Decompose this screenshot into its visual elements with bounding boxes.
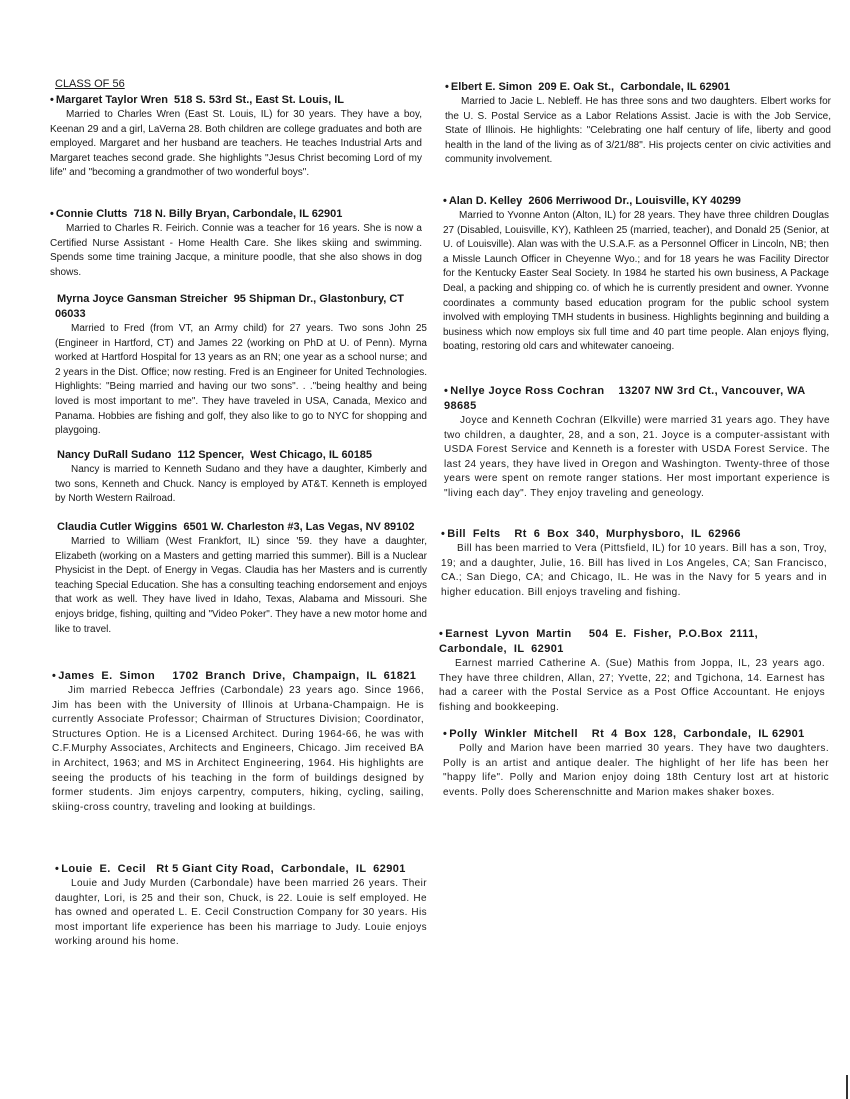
entry-name <box>50 207 422 222</box>
entry-name <box>445 80 831 95</box>
entry-name-text: Polly Winkler Mitchell Rt 4 Box 128, Carbondale, IL 62901 <box>449 728 805 740</box>
entry-nellye-cochran <box>444 384 830 502</box>
entry-body: Polly and Marion have been married 30 years. They have two daughters. Polly is an artist and antique dealer. The highlight of her life has been her "happy life". Polly and Marion enjoy doing 18th Century lost art at historic events. Polly does Scherenschnitte and Marion makes shaker boxes. <box>443 743 829 798</box>
bullet-mark: • <box>445 81 449 93</box>
entry-name <box>50 93 422 108</box>
entry-louie-cecil <box>55 862 427 950</box>
bullet-mark: • <box>52 670 57 682</box>
entry-body: Nancy is married to Kenneth Sudano and they have a daughter, Kimberly and two sons, Kenneth and Chuck. Nancy is employed by AT&T. Kenneth is employed by North Western Railroad. <box>55 464 427 505</box>
entry-name <box>55 292 427 322</box>
entry-body: Louie and Judy Murden (Carbondale) have been married 26 years. Their daughter, Lori, is 25 and their son, Chuck, is 22. Louie is self employed. He has owned and operated L. E. Cecil Construction Company for 30 years. His most important life experience has been his marriage to Judy. Louie enjoys working around his home. <box>55 878 427 948</box>
bullet-mark: • <box>50 208 54 220</box>
entry-myrna-streicher <box>55 292 427 439</box>
entry-name-text: James E. Simon 1702 Branch Drive, Champaign, IL 61821 <box>58 670 417 682</box>
bullet-mark: • <box>443 195 447 207</box>
entry-alan-kelley <box>443 194 829 355</box>
entry-name <box>55 448 427 463</box>
entry-body: Earnest married Catherine A. (Sue) Mathis from Joppa, IL, 23 years ago. They have three children, Allan, 27; Yvette, 22; and Tgichona, 14. Earnest has had a career with the Postal Service as a Post Office Accountant. He enjoys fishing and bookkeeping. <box>439 658 825 713</box>
entry-bill-felts <box>441 527 827 600</box>
entry-name-text: Alan D. Kelley 2606 Merriwood Dr., Louisville, KY 40299 <box>448 195 741 207</box>
bullet-mark: • <box>50 94 54 106</box>
entry-name-text: Elbert E. Simon 209 E. Oak St., Carbondale, IL 62901 <box>450 81 731 93</box>
bullet-mark: • <box>55 863 60 875</box>
entry-name-text: Myrna Joyce Gansman Streicher 95 Shipman Dr., Glastonbury, CT 06033 <box>55 293 408 320</box>
entry-name-text: Margaret Taylor Wren 518 S. 53rd St., East St. Louis, IL <box>55 94 344 106</box>
entry-body: Married to Jacie L. Nebleff. He has three sons and two daughters. Elbert works for the U. S. Postal Service as a Labor Relations Assist. Jacie is with the Job Service, State of Illinois. He highlights: "Celebrating one half century of life, liberty and good health in the land of the living as of 3/21/88". His projects center on civic activities and community involvement. <box>445 96 831 166</box>
entry-body: Married to Charles Wren (East St. Louis, IL) for 30 years. They have a boy, Keenan 29 and a girl, LaVerna 28. Both children are college graduates and both are employed. Margaret and her husband are teachers. He teaches Industrial Arts and Margaret teaches second grade. She highlights "Jesus Christ becoming Lord of my life" and "becoming a grandmother of two wonderful boys". <box>50 109 422 179</box>
entry-body: Married to Yvonne Anton (Alton, IL) for 28 years. They have three children Douglas 27 (Disabled, Louisville, KY), Kathleen 25 (married, teacher), and Donald 25 (Senior, at U. of Louisville). Alan was with the U.S.A.F. as a Personnel Officer in Lincoln, NB; then a Missle Launch Officer in Cheyenne Wyo.; and for 18 years he was Facility Director for the Kentucky Easter Seal Society. In 1984 he started his own business, A Package Deal, a packing and shipping co. of which he is currently president and owner. Yvonne coordinates a communty based education program for the public school system involved with employing TMH students in business. Highlights beginning and building a business which now employs six full time and 40 part time people. Alan enjoys flying, boating, restoring old cars and whitewater canoeing. <box>443 210 829 353</box>
entry-polly-mitchell <box>443 727 829 800</box>
entry-name <box>444 384 830 414</box>
entry-body: Bill has been married to Vera (Pittsfield, IL) for 10 years. Bill has a son, Troy, 19; and a daughter, Julie, 16. Bill has lived in Los Angeles, CA; San Francisco, CA.; San Diego, CA; and Chicago, IL. He was in the Navy for 5 years and in higher education. Bill enjoys traveling and fishing. <box>441 543 827 598</box>
entry-elbert-simon <box>445 80 831 168</box>
entry-body: Married to Fred (from VT, an Army child) for 27 years. Two sons John 25 (Engineer in Hartford, CT) and James 22 (working on PhD at U. of Penn). Myrna worked at Hartford Hospital for 13 years as an RN; one year as a school nurse; and 2 years in the Dist. Office; now resting. Fred is an Engineer for United Technologies. Highlights: "Being married and having our two sons". . ."being healthy and being loved is most important to me". They have traveled in USA, Canada, Mexico and Panama. Hobbies are fishing and golf, they also like to go to NYC for shopping and playgoing. <box>55 323 427 437</box>
entry-name-text: Nellye Joyce Ross Cochran 13207 NW 3rd Ct., Vancouver, WA 98685 <box>444 385 813 412</box>
bullet-mark: • <box>439 628 444 640</box>
entry-name <box>443 727 829 742</box>
entry-name <box>441 527 827 542</box>
entry-connie-clutts <box>50 207 422 280</box>
entry-name-text: Earnest Lyvon Martin 504 E. Fisher, P.O.Box 2111, Carbondale, IL 62901 <box>439 628 762 655</box>
entry-body: Married to Charles R. Feirich. Connie was a teacher for 16 years. She is now a Certified Nurse Assistant - Home Health Care. She likes skiing and swimming. Spends some time training Jacque, a miniture poodle, that she also shows in dog shows. <box>50 223 422 278</box>
entry-nancy-sudano <box>55 448 427 507</box>
entry-james-simon <box>52 669 424 815</box>
entry-name-text: Nancy DuRall Sudano 112 Spencer, West Chicago, IL 60185 <box>57 449 373 461</box>
entry-margaret-wren <box>50 93 422 181</box>
entry-name <box>55 862 427 877</box>
bullet-mark: • <box>441 528 446 540</box>
entry-name-text: Bill Felts Rt 6 Box 340, Murphysboro, IL 62966 <box>447 528 741 540</box>
entry-name-text: Claudia Cutler Wiggins 6501 W. Charleston #3, Las Vegas, NV 89102 <box>57 521 415 533</box>
entry-name <box>439 627 825 657</box>
entry-name <box>443 194 829 209</box>
class-heading: CLASS OF 56 <box>55 78 125 90</box>
entry-body: Married to William (West Frankfort, IL) since '59. they have a daughter, Elizabeth (working on a Masters and getting married this summer). Bill is a Nuclear Physicist in the Dept. of Energy in Vegas. Claudia has her Masters and is currently teaching Special Education. She has a consulting teaching endorsement and enjoys that work as well. They have lived in Idaho, Texas, Alabama and Missouri. She enjoys bridge, fishing, quilting and "Video Poker". They have a new motor home and like to travel. <box>55 536 427 635</box>
entry-claudia-wiggins <box>55 520 427 637</box>
entry-name <box>55 520 427 535</box>
entry-name-text: Louie E. Cecil Rt 5 Giant City Road, Carbondale, IL 62901 <box>61 863 406 875</box>
scan-edge-mark <box>846 1075 848 1099</box>
entry-body: Joyce and Kenneth Cochran (Elkville) were married 31 years ago. They have two children, a daughter, 28, and a son, 21. Joyce is a computer-assistant with USDA Forest Service and Kenneth is a forester with USDA Forest Service. The last 24 years, they have lived in Oregon and Washington. Twenty-three of those years were spent on remote ranger stations. Her most important experience is "living each day". They enjoy traveling and geneology. <box>444 415 830 499</box>
bullet-mark: • <box>444 385 449 397</box>
entry-name <box>52 669 424 684</box>
bullet-mark: • <box>443 728 448 740</box>
entry-name-text: Connie Clutts 718 N. Billy Bryan, Carbondale, IL 62901 <box>55 208 343 220</box>
entry-earnest-martin <box>439 627 825 715</box>
entry-body: Jim married Rebecca Jeffries (Carbondale) 23 years ago. Since 1966, Jim has been with the University of Illinois at Urbana-Champaign. He is currently Associate Professor; Chairman of Structures Division; Coordinator, Structures Option. He is a Licensed Architect. During 1964-66, he was with C.F.Murphy Associates, Architects and Engineers, Chicago. Jim received BA in Architect, 1963; and MS in Architect Engineering, 1964. His highlights are seeing the products of his teaching in the form of buildings designed by former students. Jim enjoys carpentry, computers, hiking, cycling, sailing, skiing-cross country, traveling and looking at buildings. <box>52 685 424 813</box>
